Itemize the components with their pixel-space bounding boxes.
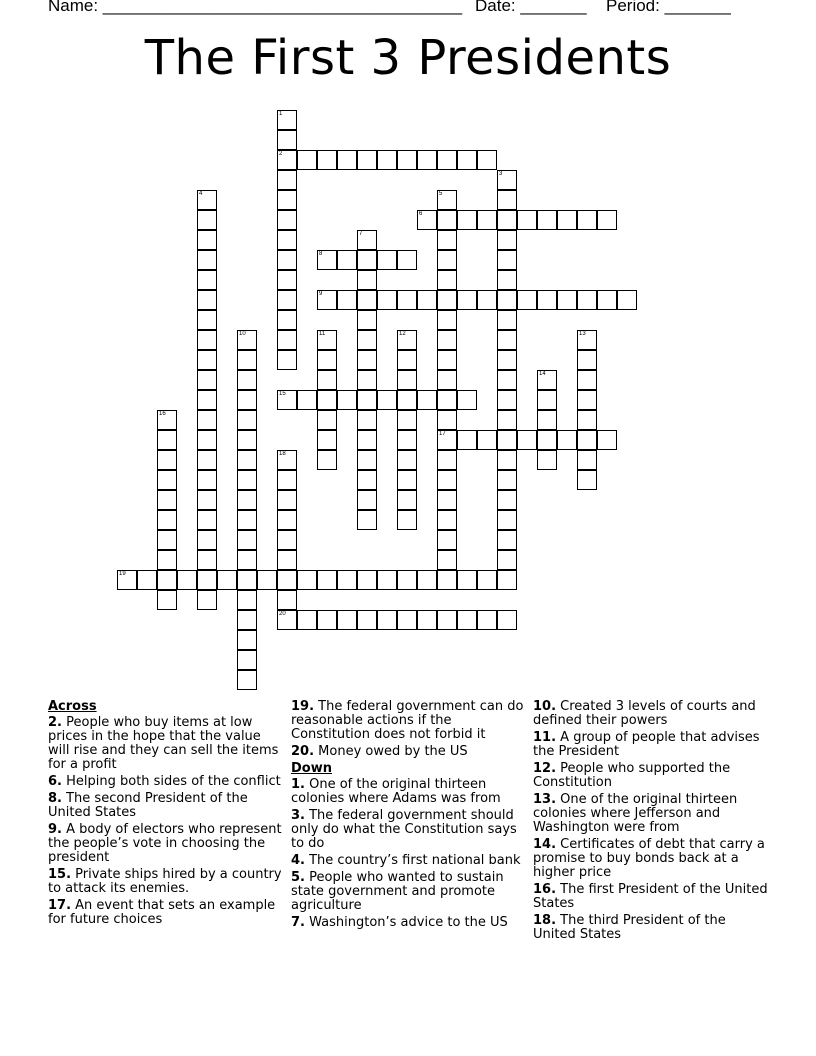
grid-cell[interactable] [237,670,257,690]
grid-cell[interactable] [297,610,317,630]
grid-cell[interactable] [377,610,397,630]
grid-cell[interactable] [237,650,257,670]
grid-cell[interactable] [357,410,377,430]
grid-cell[interactable] [237,610,257,630]
grid-cell[interactable] [437,250,457,270]
grid-cell[interactable] [197,350,217,370]
clue-number: 9 [319,291,323,297]
grid-cell[interactable] [497,190,517,210]
clue-across-17: 17. An event that sets an example for future choices [48,898,276,927]
grid-cell[interactable] [397,150,417,170]
grid-cell[interactable] [577,450,597,470]
grid-cell[interactable] [597,210,617,230]
grid-cell[interactable] [497,570,517,590]
grid-cell[interactable] [597,290,617,310]
grid-cell[interactable] [517,210,537,230]
grid-cell[interactable] [277,550,297,570]
clue-down-5: 5. People who wanted to sustain state government and promote agriculture [291,870,504,913]
clue-number: 2 [279,151,283,157]
clue-number: 11 [319,331,326,337]
grid-cell[interactable] [497,450,517,470]
grid-cell[interactable] [197,210,217,230]
grid-cell[interactable] [437,470,457,490]
grid-cell[interactable] [397,430,417,450]
grid-cell[interactable] [497,550,517,570]
grid-cell[interactable] [357,450,377,470]
clue-number: 1 [279,111,283,117]
grid-cell[interactable] [397,410,417,430]
grid-cell[interactable] [197,230,217,250]
grid-cell[interactable] [277,450,297,470]
grid-cell[interactable] [277,390,297,410]
clue-across-19: 19. The federal government can do reasonable actions if the Constitution does not forbid it [291,699,524,742]
grid-cell[interactable] [337,610,357,630]
grid-cell[interactable] [357,290,377,310]
date-field[interactable]: Date: _______ [475,0,587,15]
grid-cell[interactable] [497,210,517,230]
clue-down-10: 10. Created 3 levels of courts and defined their powers [533,699,756,728]
clue-down-4: 4. The country’s first national bank [291,853,521,868]
grid-cell[interactable] [577,330,597,350]
grid-cell[interactable] [317,450,337,470]
grid-cell[interactable] [597,430,617,450]
grid-cell[interactable] [377,150,397,170]
grid-cell[interactable] [277,490,297,510]
clue-down-7: 7. Washington’s advice to the US [291,915,508,930]
clue-across-15: 15. Private ships hired by a country to attack its enemies. [48,867,282,896]
grid-cell[interactable] [137,570,157,590]
grid-cell[interactable] [157,430,177,450]
period-field[interactable]: Period: _______ [606,0,731,15]
grid-cell[interactable] [277,590,297,610]
grid-cell[interactable] [357,310,377,330]
page-title: The First 3 Presidents [144,30,672,86]
grid-cell[interactable] [297,570,317,590]
grid-cell[interactable] [437,370,457,390]
grid-cell[interactable] [197,510,217,530]
grid-cell[interactable] [477,570,497,590]
grid-cell[interactable] [397,330,417,350]
grid-cell[interactable] [377,250,397,270]
clue-across-2: 2. People who buy items at low prices in the hope that the value will rise and they can sell the items for a profit [48,715,279,772]
grid-cell[interactable] [357,490,377,510]
grid-cell[interactable] [437,550,457,570]
grid-cell[interactable] [397,510,417,530]
grid-cell[interactable] [497,310,517,330]
grid-cell[interactable] [437,210,457,230]
grid-cell[interactable] [397,570,417,590]
grid-cell[interactable] [377,290,397,310]
grid-cell[interactable] [497,430,517,450]
across-heading: Across [48,699,97,714]
grid-cell[interactable] [457,210,477,230]
grid-cell[interactable] [397,250,417,270]
clue-number: 13 [579,331,586,337]
grid-cell[interactable] [237,390,257,410]
clue-column-2 [291,700,527,933]
clue-number: 14 [539,371,546,377]
grid-cell[interactable] [357,470,377,490]
grid-cell[interactable] [577,370,597,390]
grid-cell[interactable] [417,570,437,590]
clue-number: 20 [279,611,286,617]
grid-cell[interactable] [237,350,257,370]
grid-cell[interactable] [317,350,337,370]
grid-cell[interactable] [317,250,337,270]
grid-cell[interactable] [497,510,517,530]
grid-cell[interactable] [417,290,437,310]
grid-cell[interactable] [357,250,377,270]
grid-cell[interactable] [197,450,217,470]
grid-cell[interactable] [277,610,297,630]
grid-cell[interactable] [437,410,457,430]
grid-cell[interactable] [437,230,457,250]
down-heading: Down [291,761,332,776]
grid-cell[interactable] [237,590,257,610]
grid-cell[interactable] [477,210,497,230]
grid-cell[interactable] [357,230,377,250]
grid-cell[interactable] [497,290,517,310]
grid-cell[interactable] [537,410,557,430]
grid-cell[interactable] [237,510,257,530]
grid-cell[interactable] [277,170,297,190]
name-field[interactable]: Name: ______________________________________ [48,0,463,15]
grid-cell[interactable] [437,610,457,630]
grid-cell[interactable] [537,210,557,230]
grid-cell[interactable] [437,350,457,370]
grid-cell[interactable] [197,330,217,350]
grid-cell[interactable] [477,430,497,450]
grid-cell[interactable] [517,290,537,310]
grid-cell[interactable] [397,350,417,370]
grid-cell[interactable] [197,390,217,410]
grid-cell[interactable] [277,510,297,530]
grid-cell[interactable] [437,270,457,290]
grid-cell[interactable] [437,430,457,450]
grid-cell[interactable] [397,490,417,510]
grid-cell[interactable] [577,410,597,430]
clue-number: 4 [199,191,203,197]
grid-cell[interactable] [277,230,297,250]
grid-cell[interactable] [157,510,177,530]
clue-number: 17 [439,431,446,437]
grid-cell[interactable] [457,570,477,590]
grid-cell[interactable] [317,430,337,450]
grid-cell[interactable] [397,610,417,630]
grid-cell[interactable] [337,390,357,410]
grid-cell[interactable] [437,290,457,310]
grid-cell[interactable] [177,570,197,590]
grid-cell[interactable] [357,350,377,370]
grid-cell[interactable] [437,330,457,350]
grid-cell[interactable] [437,390,457,410]
grid-cell[interactable] [497,370,517,390]
grid-cell[interactable] [237,550,257,570]
grid-cell[interactable] [397,370,417,390]
grid-cell[interactable] [157,530,177,550]
clue-down-14: 14. Certificates of debt that carry a promise to buy bonds back at a higher price [533,837,765,880]
clue-down-3: 3. The federal government should only do what the Constitution says to do [291,808,517,851]
grid-cell[interactable] [197,410,217,430]
clue-column-1 [48,700,284,930]
grid-cell[interactable] [577,470,597,490]
grid-cell[interactable] [117,570,137,590]
grid-cell[interactable] [457,290,477,310]
grid-cell[interactable] [477,150,497,170]
grid-cell[interactable] [317,410,337,430]
grid-cell[interactable] [537,290,557,310]
grid-cell[interactable] [477,290,497,310]
grid-cell[interactable] [497,230,517,250]
grid-cell[interactable] [357,390,377,410]
grid-cell[interactable] [397,470,417,490]
grid-cell[interactable] [357,570,377,590]
grid-cell[interactable] [497,610,517,630]
grid-cell[interactable] [197,530,217,550]
grid-cell[interactable] [197,270,217,290]
grid-cell[interactable] [277,190,297,210]
grid-cell[interactable] [317,290,337,310]
grid-cell[interactable] [497,410,517,430]
grid-cell[interactable] [337,570,357,590]
grid-cell[interactable] [357,330,377,350]
grid-cell[interactable] [437,310,457,330]
grid-cell[interactable] [277,290,297,310]
grid-cell[interactable] [437,530,457,550]
grid-cell[interactable] [337,250,357,270]
grid-cell[interactable] [277,210,297,230]
grid-cell[interactable] [397,390,417,410]
grid-cell[interactable] [577,350,597,370]
clue-number: 15 [279,391,286,397]
grid-cell[interactable] [617,290,637,310]
clue-across-6: 6. Helping both sides of the conflict [48,774,281,789]
grid-cell[interactable] [317,570,337,590]
grid-cell[interactable] [237,370,257,390]
grid-cell[interactable] [437,150,457,170]
grid-cell[interactable] [197,570,217,590]
grid-cell[interactable] [237,450,257,470]
grid-cell[interactable] [357,430,377,450]
clue-down-12: 12. People who supported the Constitution [533,761,731,790]
grid-cell[interactable] [237,570,257,590]
grid-cell[interactable] [537,430,557,450]
grid-cell[interactable] [297,390,317,410]
grid-cell[interactable] [497,470,517,490]
clue-number: 16 [159,411,166,417]
grid-cell[interactable] [457,430,477,450]
grid-cell[interactable] [237,530,257,550]
grid-cell[interactable] [437,190,457,210]
grid-cell[interactable] [197,490,217,510]
clue-down-16: 16. The first President of the United States [533,882,768,911]
grid-cell[interactable] [397,290,417,310]
grid-cell[interactable] [497,270,517,290]
grid-cell[interactable] [237,630,257,650]
grid-cell[interactable] [277,330,297,350]
grid-cell[interactable] [357,610,377,630]
grid-cell[interactable] [577,390,597,410]
clue-down-13: 13. One of the original thirteen colonies where Jefferson and Washington were from [533,792,738,835]
grid-cell[interactable] [157,410,177,430]
grid-cell[interactable] [357,370,377,390]
grid-cell[interactable] [497,530,517,550]
grid-cell[interactable] [157,490,177,510]
grid-cell[interactable] [437,450,457,470]
grid-cell[interactable] [237,430,257,450]
grid-cell[interactable] [157,550,177,570]
clue-number: 19 [119,571,126,577]
grid-cell[interactable] [337,150,357,170]
clue-across-20: 20. Money owed by the US [291,744,468,759]
grid-cell[interactable] [277,270,297,290]
grid-cell[interactable] [277,150,297,170]
grid-cell[interactable] [157,590,177,610]
grid-cell[interactable] [577,430,597,450]
grid-cell[interactable] [557,430,577,450]
clue-number: 7 [359,231,363,237]
clue-down-1: 1. One of the original thirteen colonies where Adams was from [291,777,501,806]
grid-cell[interactable] [377,390,397,410]
grid-cell[interactable] [477,610,497,630]
grid-cell[interactable] [277,130,297,150]
grid-cell[interactable] [357,150,377,170]
grid-cell[interactable] [197,190,217,210]
clue-down-11: 11. A group of people that advises the President [533,730,760,759]
clue-number: 6 [419,211,423,217]
grid-cell[interactable] [537,450,557,470]
grid-cell[interactable] [537,390,557,410]
grid-cell[interactable] [337,290,357,310]
grid-cell[interactable] [417,210,437,230]
grid-cell[interactable] [157,470,177,490]
grid-cell[interactable] [497,250,517,270]
grid-cell[interactable] [397,450,417,470]
grid-cell[interactable] [557,290,577,310]
grid-cell[interactable] [417,390,437,410]
grid-cell[interactable] [317,330,337,350]
grid-cell[interactable] [277,250,297,270]
grid-cell[interactable] [237,410,257,430]
grid-cell[interactable] [237,490,257,510]
clue-down-18: 18. The third President of the United States [533,913,726,942]
grid-cell[interactable] [197,470,217,490]
clue-across-8: 8. The second President of the United States [48,791,248,820]
clue-column-3 [533,700,769,945]
grid-cell[interactable] [417,150,437,170]
grid-cell[interactable] [577,290,597,310]
grid-cell[interactable] [197,290,217,310]
grid-cell[interactable] [497,390,517,410]
grid-cell[interactable] [157,570,177,590]
grid-cell[interactable] [277,570,297,590]
grid-cell[interactable] [277,470,297,490]
grid-cell[interactable] [277,350,297,370]
grid-cell[interactable] [497,490,517,510]
grid-cell[interactable] [197,430,217,450]
grid-cell[interactable] [497,330,517,350]
grid-cell[interactable] [237,470,257,490]
grid-cell[interactable] [497,350,517,370]
grid-cell[interactable] [437,490,457,510]
grid-cell[interactable] [357,510,377,530]
grid-cell[interactable] [237,330,257,350]
grid-cell[interactable] [317,370,337,390]
grid-cell[interactable] [297,150,317,170]
grid-cell[interactable] [317,150,337,170]
grid-cell[interactable] [457,390,477,410]
grid-cell[interactable] [437,510,457,530]
grid-cell[interactable] [157,450,177,470]
clue-across-9: 9. A body of electors who represent the people’s vote in choosing the president [48,822,282,865]
grid-cell[interactable] [457,610,477,630]
grid-cell[interactable] [537,370,557,390]
grid-cell[interactable] [217,570,237,590]
grid-cell[interactable] [557,210,577,230]
clue-number: 5 [439,191,443,197]
clue-number: 12 [399,331,406,337]
grid-cell[interactable] [317,390,337,410]
grid-cell[interactable] [457,150,477,170]
clue-number: 8 [319,251,323,257]
grid-cell[interactable] [317,610,337,630]
grid-cell[interactable] [497,170,517,190]
grid-cell[interactable] [277,110,297,130]
grid-cell[interactable] [517,430,537,450]
grid-cell[interactable] [417,610,437,630]
grid-cell[interactable] [437,570,457,590]
clue-number: 18 [279,451,286,457]
grid-cell[interactable] [197,250,217,270]
grid-cell[interactable] [197,310,217,330]
grid-cell[interactable] [257,570,277,590]
clue-number: 3 [499,171,503,177]
grid-cell[interactable] [277,530,297,550]
grid-cell[interactable] [197,550,217,570]
grid-cell[interactable] [357,270,377,290]
clue-number: 10 [239,331,246,337]
grid-cell[interactable] [577,210,597,230]
grid-cell[interactable] [277,310,297,330]
grid-cell[interactable] [197,370,217,390]
grid-cell[interactable] [377,570,397,590]
grid-cell[interactable] [197,590,217,610]
